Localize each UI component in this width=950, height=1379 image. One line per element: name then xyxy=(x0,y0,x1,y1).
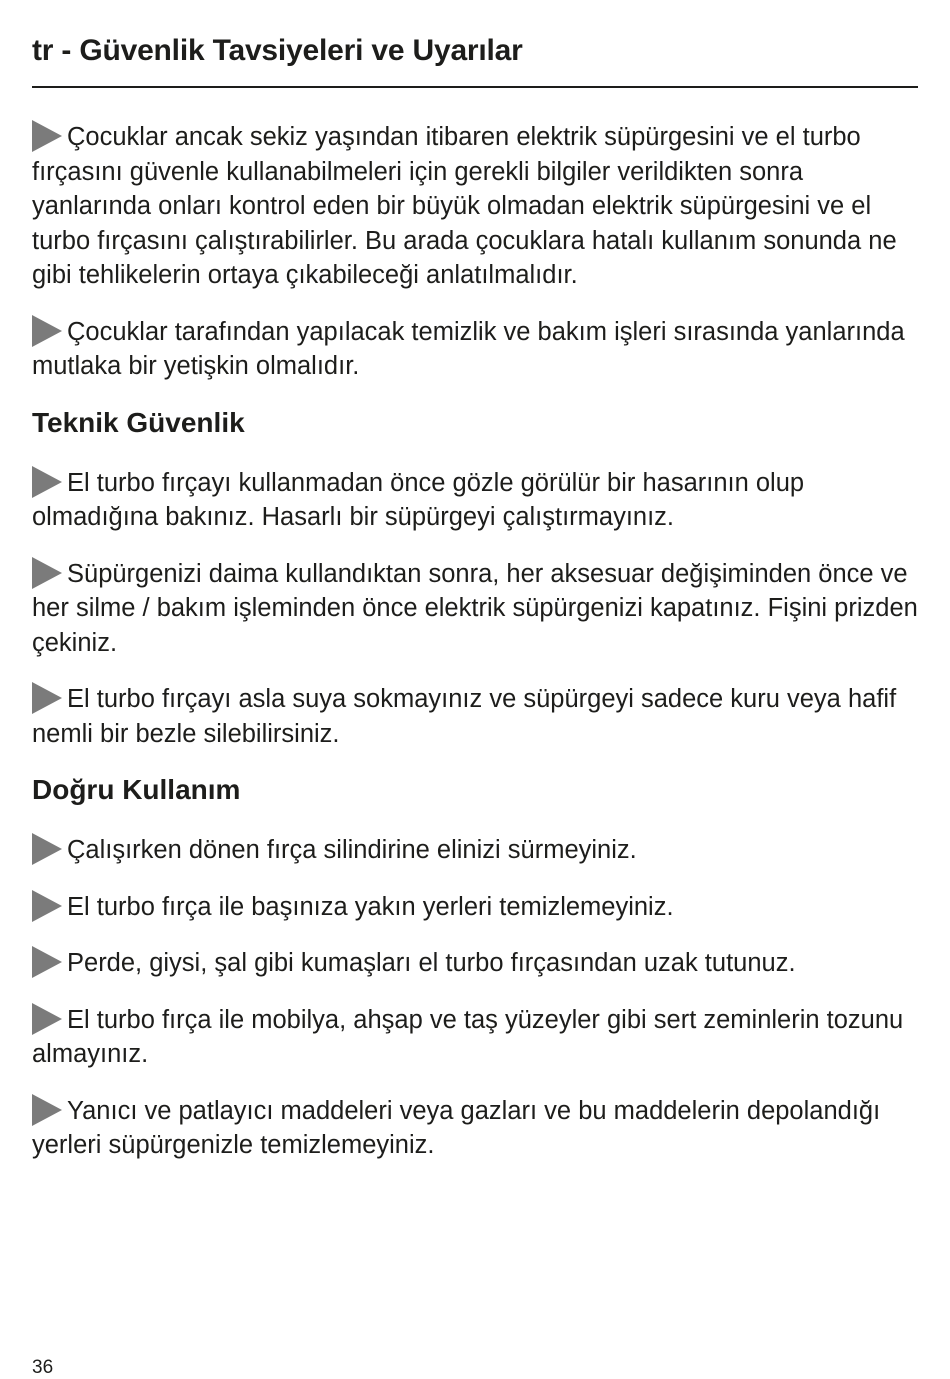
arrow-bullet-icon xyxy=(32,120,62,152)
arrow-bullet-icon xyxy=(32,315,62,347)
page-number: 36 xyxy=(32,1357,54,1378)
arrow-bullet-icon xyxy=(32,833,62,865)
warning-paragraph: El turbo fırçayı kullanmadan önce gözle görülür bir hasarının olup olmadığına bakınız. Hasarlı bir süpürgeyi çalıştırmayınız. xyxy=(32,466,918,535)
section-heading-correct-use: Doğru Kullanım xyxy=(32,774,241,805)
arrow-bullet-icon xyxy=(32,682,62,714)
arrow-bullet-icon xyxy=(32,890,62,922)
content xyxy=(32,120,918,1185)
page-title: tr - Güvenlik Tavsiyeleri ve Uyarılar xyxy=(32,34,523,67)
title-divider xyxy=(32,86,918,88)
warning-paragraph: Perde, giysi, şal gibi kumaşları el turbo fırçasından uzak tutunuz. xyxy=(32,946,918,981)
warning-paragraph: Çocuklar tarafından yapılacak temizlik ve bakım işleri sırasında yanlarında mutlaka bir yetişkin olmalıdır. xyxy=(32,315,918,384)
arrow-bullet-icon xyxy=(32,1094,62,1126)
warning-paragraph: Çalışırken dönen fırça silindirine elinizi sürmeyiniz. xyxy=(32,833,918,868)
arrow-bullet-icon xyxy=(32,1003,62,1035)
warning-paragraph: Süpürgenizi daima kullandıktan sonra, her aksesuar değişiminden önce ve her silme / bakım işleminden önce elektrik süpürgenizi kapatınız. Fişini prizden çekiniz. xyxy=(32,557,918,661)
warning-paragraph: El turbo fırça ile başınıza yakın yerleri temizlemeyiniz. xyxy=(32,890,918,925)
warning-paragraph: Çocuklar ancak sekiz yaşından itibaren elektrik süpürgesini ve el turbo fırçasını güvenle kullanabilmeleri için gerekli bilgiler verildikten sonra yanlarında onları kontrol eden bir büyük olmadan elektrik süpürgesini ve el turbo fırçasını çalıştırabilirler. Bu arada çocuklara hatalı kullanım sonunda ne gibi tehlikelerin ortaya çıkabileceği anlatılmalıdır. xyxy=(32,120,918,293)
warning-paragraph: Yanıcı ve patlayıcı maddeleri veya gazları ve bu maddelerin depolandığı yerleri süpürgenizle temizlemeyiniz. xyxy=(32,1094,918,1163)
arrow-bullet-icon xyxy=(32,466,62,498)
warning-paragraph: El turbo fırçayı asla suya sokmayınız ve süpürgeyi sadece kuru veya hafif nemli bir bezle silebilirsiniz. xyxy=(32,682,918,751)
warning-paragraph: El turbo fırça ile mobilya, ahşap ve taş yüzeyler gibi sert zeminlerin tozunu almayınız. xyxy=(32,1003,918,1072)
arrow-bullet-icon xyxy=(32,946,62,978)
section-heading-technical-safety: Teknik Güvenlik xyxy=(32,406,245,438)
arrow-bullet-icon xyxy=(32,557,62,589)
